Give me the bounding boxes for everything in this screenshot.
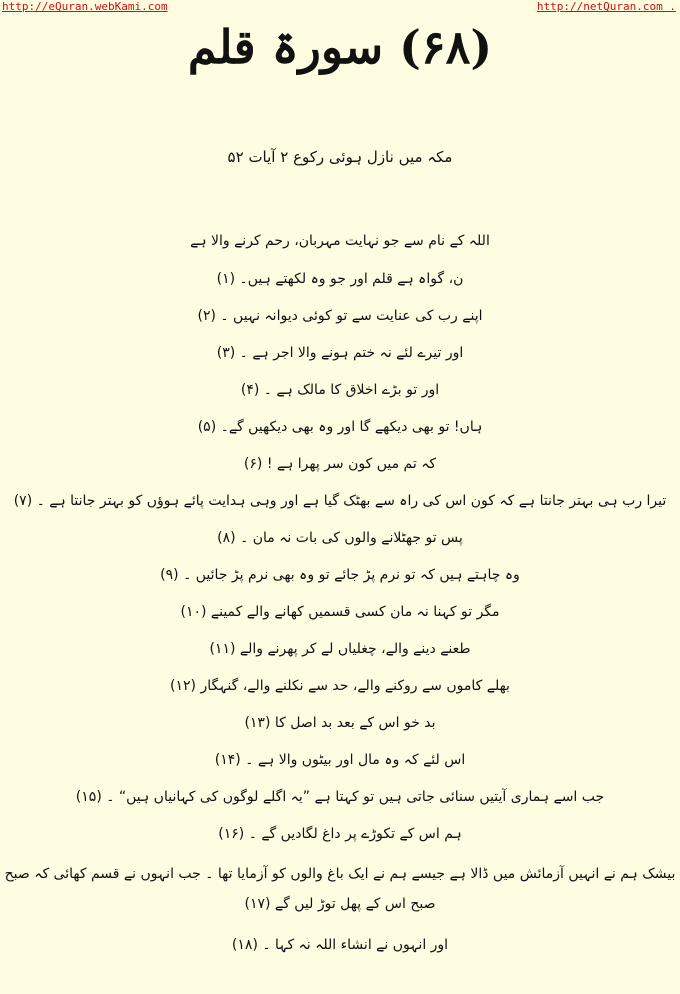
netquran-link[interactable]: http://netQuran.com . (536, 0, 676, 13)
verse-7: تیرا رب ہی بہتر جانتا ہے کہ کون اس کی راہ سے بھٹک گیا ہے اور وہی ہدایت پائے ہوؤں کو بہتر جانتا ہے ۔ (۷) (13, 493, 667, 509)
verse-1: ن، گواہ ہے قلم اور جو وہ لکھتے ہیں۔ (۱) (216, 271, 464, 287)
revelation-info: مکہ میں نازل ہوئی رکوع ۲ آیات ۵۲ (227, 148, 453, 166)
verse-16: ہم اس کے تکوڑے پر داغ لگادیں گے ۔ (۱۶) (218, 826, 462, 842)
verse-2: اپنے رب کی عنایت سے تو کوئی دیوانہ نہیں ۔ (۲) (197, 308, 483, 324)
verse-3: اور تیرے لئے نہ ختم ہونے والا اجر ہے ۔ (۳) (216, 345, 464, 361)
equran-link[interactable]: http://eQuran.webKami.com (2, 0, 168, 13)
surah-title: (۶۸) سورۃ قلم (187, 20, 493, 74)
verse-18: اور انہوں نے انشاء اللہ نہ کہا ۔ (۱۸) (231, 937, 449, 953)
verse-9: وہ چاہتے ہیں کہ تو نرم پڑ جائے تو وہ بھی نرم پڑ جائیں ۔ (۹) (160, 567, 520, 583)
verse-list (0, 261, 680, 964)
verse-11: طعنے دینے والے، چغلیاں لے کر پھرنے والے (۱۱) (209, 641, 471, 657)
verse-13: بد خو اس کے بعد بد اصل کا (۱۳) (244, 715, 436, 731)
basmala: اللہ کے نام سے جو نہایت مہربان، رحم کرنے والا ہے (190, 233, 490, 249)
verse-5: ہاں! تو بھی دیکھے گا اور وہ بھی دیکھیں گے۔ (۵) (197, 419, 483, 435)
verse-12: بھلے کاموں سے روکنے والے، حد سے نکلنے والے، گنہگار (۱۲) (170, 678, 510, 694)
verse-15: جب اسے ہماری آیتیں سنائی جاتی ہیں تو کہتا ہے ”یہ اگلے لوگوں کی کہانیاں ہیں“ ۔ (۱۵) (75, 789, 605, 805)
verse-14: اس لئے کہ وہ مال اور بیٹوں والا ہے ۔ (۱۴) (214, 752, 466, 768)
verse-17: بیشک ہم نے انہیں آزمائش میں ڈالا ہے جیسے ہم نے ایک باغ والوں کو آزمایا تھا ۔ جب انہوں نے قسم کھائی کہ صبح صبح اس کے پھل توڑ لیں گے (۱۷) (4, 866, 676, 912)
verse-10: مگر تو کہنا نہ مان کسی قسمیں کھانے والے کمینے (۱۰) (180, 604, 500, 620)
verse-4: اور تو بڑے اخلاق کا مالک ہے ۔ (۴) (240, 382, 440, 398)
verse-8: پس تو جھٹلانے والوں کی بات نہ مان ۔ (۸) (217, 530, 463, 546)
verse-6: کہ تم میں کون سر پھرا ہے ! (۶) (243, 456, 437, 472)
